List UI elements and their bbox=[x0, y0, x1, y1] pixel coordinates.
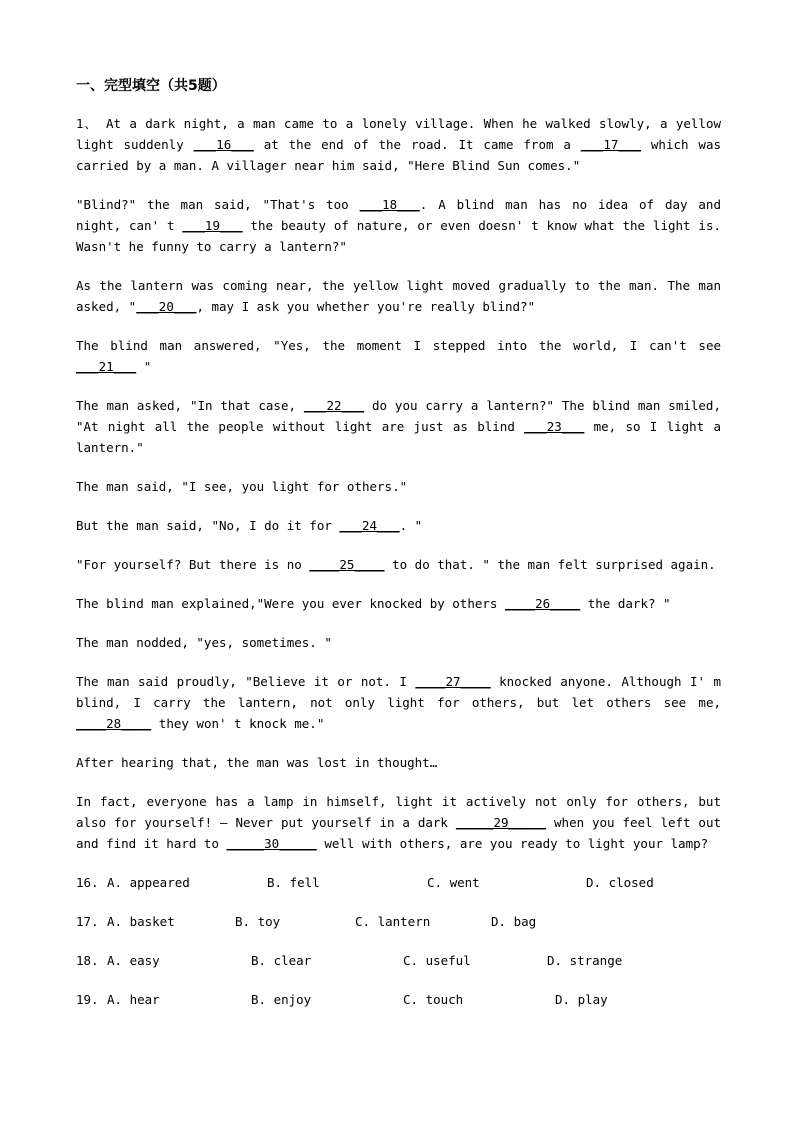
option-d: D. play bbox=[555, 992, 608, 1007]
passage-paragraph bbox=[76, 395, 721, 458]
answer-blank: _____30_____ bbox=[226, 836, 317, 851]
passage-text: to do that. " the man felt surprised again. bbox=[384, 557, 716, 572]
answer-blank: ___18___ bbox=[359, 197, 420, 212]
option-b: B. toy bbox=[235, 914, 281, 929]
question-row bbox=[76, 872, 721, 893]
option-c: C. lantern bbox=[355, 914, 431, 929]
answer-blank: ____27____ bbox=[415, 674, 491, 689]
passage-text: knocked anyone. Although I' m blind, I carry the lantern, not only light for others, but let others see me, bbox=[76, 674, 721, 710]
passage-text: at the end of the road. It came from a bbox=[253, 137, 581, 152]
passage-text: But the man said, "No, I do it for bbox=[76, 518, 340, 533]
passage-text: which was carried by a man. A villager near him said, "Here Blind Sun comes." bbox=[76, 137, 721, 173]
option-d: D. closed bbox=[586, 875, 654, 890]
option-c: C. touch bbox=[403, 992, 464, 1007]
passage-text: The blind man answered, "Yes, the moment I stepped into the world, I can't see bbox=[76, 338, 721, 353]
answer-blank: ____28____ bbox=[76, 716, 152, 731]
passage-text: . A blind man has no idea of day and night, can' t bbox=[76, 197, 721, 233]
answer-blank: ____25____ bbox=[309, 557, 385, 572]
passage-text: The blind man explained,"Were you ever knocked by others bbox=[76, 596, 505, 611]
answer-blank: ___19___ bbox=[182, 218, 243, 233]
passage-paragraph bbox=[76, 752, 721, 773]
answer-blank: ___16___ bbox=[193, 137, 254, 152]
passage-text: "Blind?" the man said, "That's too bbox=[76, 197, 360, 212]
question-row bbox=[76, 911, 721, 932]
answer-blank: ___22___ bbox=[303, 398, 365, 413]
question-list bbox=[76, 872, 721, 1010]
passage-text: they won' t knock me." bbox=[151, 716, 325, 731]
option-a: A. easy bbox=[107, 953, 160, 968]
passage-text: the dark? " bbox=[580, 596, 671, 611]
option-c: C. went bbox=[427, 875, 480, 890]
option-a: A. basket bbox=[107, 914, 175, 929]
passage-text: 1、 At a dark night, a man came to a lonely village. When he walked slowly, a yellow light suddenly bbox=[76, 116, 721, 152]
answer-blank: ___23___ bbox=[524, 419, 585, 434]
passage-text: As the lantern was coming near, the yellow light moved gradually to the man. The man asked, " bbox=[76, 278, 721, 314]
answer-blank: _____29_____ bbox=[455, 815, 547, 830]
passage-paragraph bbox=[76, 632, 721, 653]
passage-paragraph bbox=[76, 554, 721, 575]
cloze-passage bbox=[76, 113, 721, 854]
passage-paragraph bbox=[76, 476, 721, 497]
option-b: B. fell bbox=[267, 875, 320, 890]
passage-paragraph bbox=[76, 194, 721, 257]
passage-paragraph bbox=[76, 791, 721, 854]
option-b: B. clear bbox=[251, 953, 312, 968]
answer-blank: ___21___ bbox=[76, 359, 137, 374]
passage-text: The man asked, "In that case, bbox=[76, 398, 304, 413]
question-number: 16. bbox=[76, 875, 99, 890]
answer-blank: ___20___ bbox=[136, 299, 197, 314]
passage-text: . " bbox=[399, 518, 423, 533]
question-number: 17. bbox=[76, 914, 99, 929]
passage-text: when you feel left out and find it hard to bbox=[76, 815, 721, 851]
passage-paragraph bbox=[76, 275, 721, 317]
question-row bbox=[76, 989, 721, 1010]
option-b: B. enjoy bbox=[251, 992, 312, 1007]
option-d: D. strange bbox=[547, 953, 623, 968]
answer-blank: ___24___ bbox=[339, 518, 400, 533]
exam-page bbox=[76, 76, 721, 1028]
option-d: D. bag bbox=[491, 914, 537, 929]
passage-text: "For yourself? But there is no bbox=[76, 557, 310, 572]
option-a: A. appeared bbox=[107, 875, 190, 890]
passage-text: The man said, "I see, you light for others." bbox=[76, 479, 408, 494]
passage-text: " bbox=[136, 359, 152, 374]
passage-paragraph bbox=[76, 671, 721, 734]
answer-blank: ___17___ bbox=[580, 137, 642, 152]
passage-text: The man nodded, "yes, sometimes. " bbox=[76, 635, 332, 650]
passage-text: In fact, everyone has a lamp in himself, light it actively not only for others, but also for yourself! – Never put yourself in a dark bbox=[76, 794, 721, 830]
section-title: 一、完型填空（共5题） bbox=[76, 78, 226, 94]
answer-blank: ____26____ bbox=[504, 596, 581, 611]
option-a: A. hear bbox=[107, 992, 160, 1007]
passage-text: After hearing that, the man was lost in thought… bbox=[76, 755, 438, 770]
question-number: 19. bbox=[76, 992, 99, 1007]
passage-paragraph bbox=[76, 515, 721, 536]
passage-paragraph bbox=[76, 113, 721, 176]
passage-text: the beauty of nature, or even doesn' t know what the light is. Wasn't he funny to carry a lantern?" bbox=[76, 218, 721, 254]
option-c: C. useful bbox=[403, 953, 471, 968]
passage-text: me, so I light a lantern." bbox=[76, 419, 722, 455]
question-number: 18. bbox=[76, 953, 99, 968]
passage-text: The man said proudly, "Believe it or not. I bbox=[76, 674, 416, 689]
passage-text: , may I ask you whether you're really blind?" bbox=[196, 299, 536, 314]
passage-paragraph bbox=[76, 335, 721, 377]
passage-text: well with others, are you ready to light your lamp? bbox=[316, 836, 709, 851]
passage-text: do you carry a lantern?" The blind man smiled, "At night all the people without light are just as blind bbox=[76, 398, 721, 434]
passage-paragraph bbox=[76, 593, 721, 614]
question-row bbox=[76, 950, 721, 971]
